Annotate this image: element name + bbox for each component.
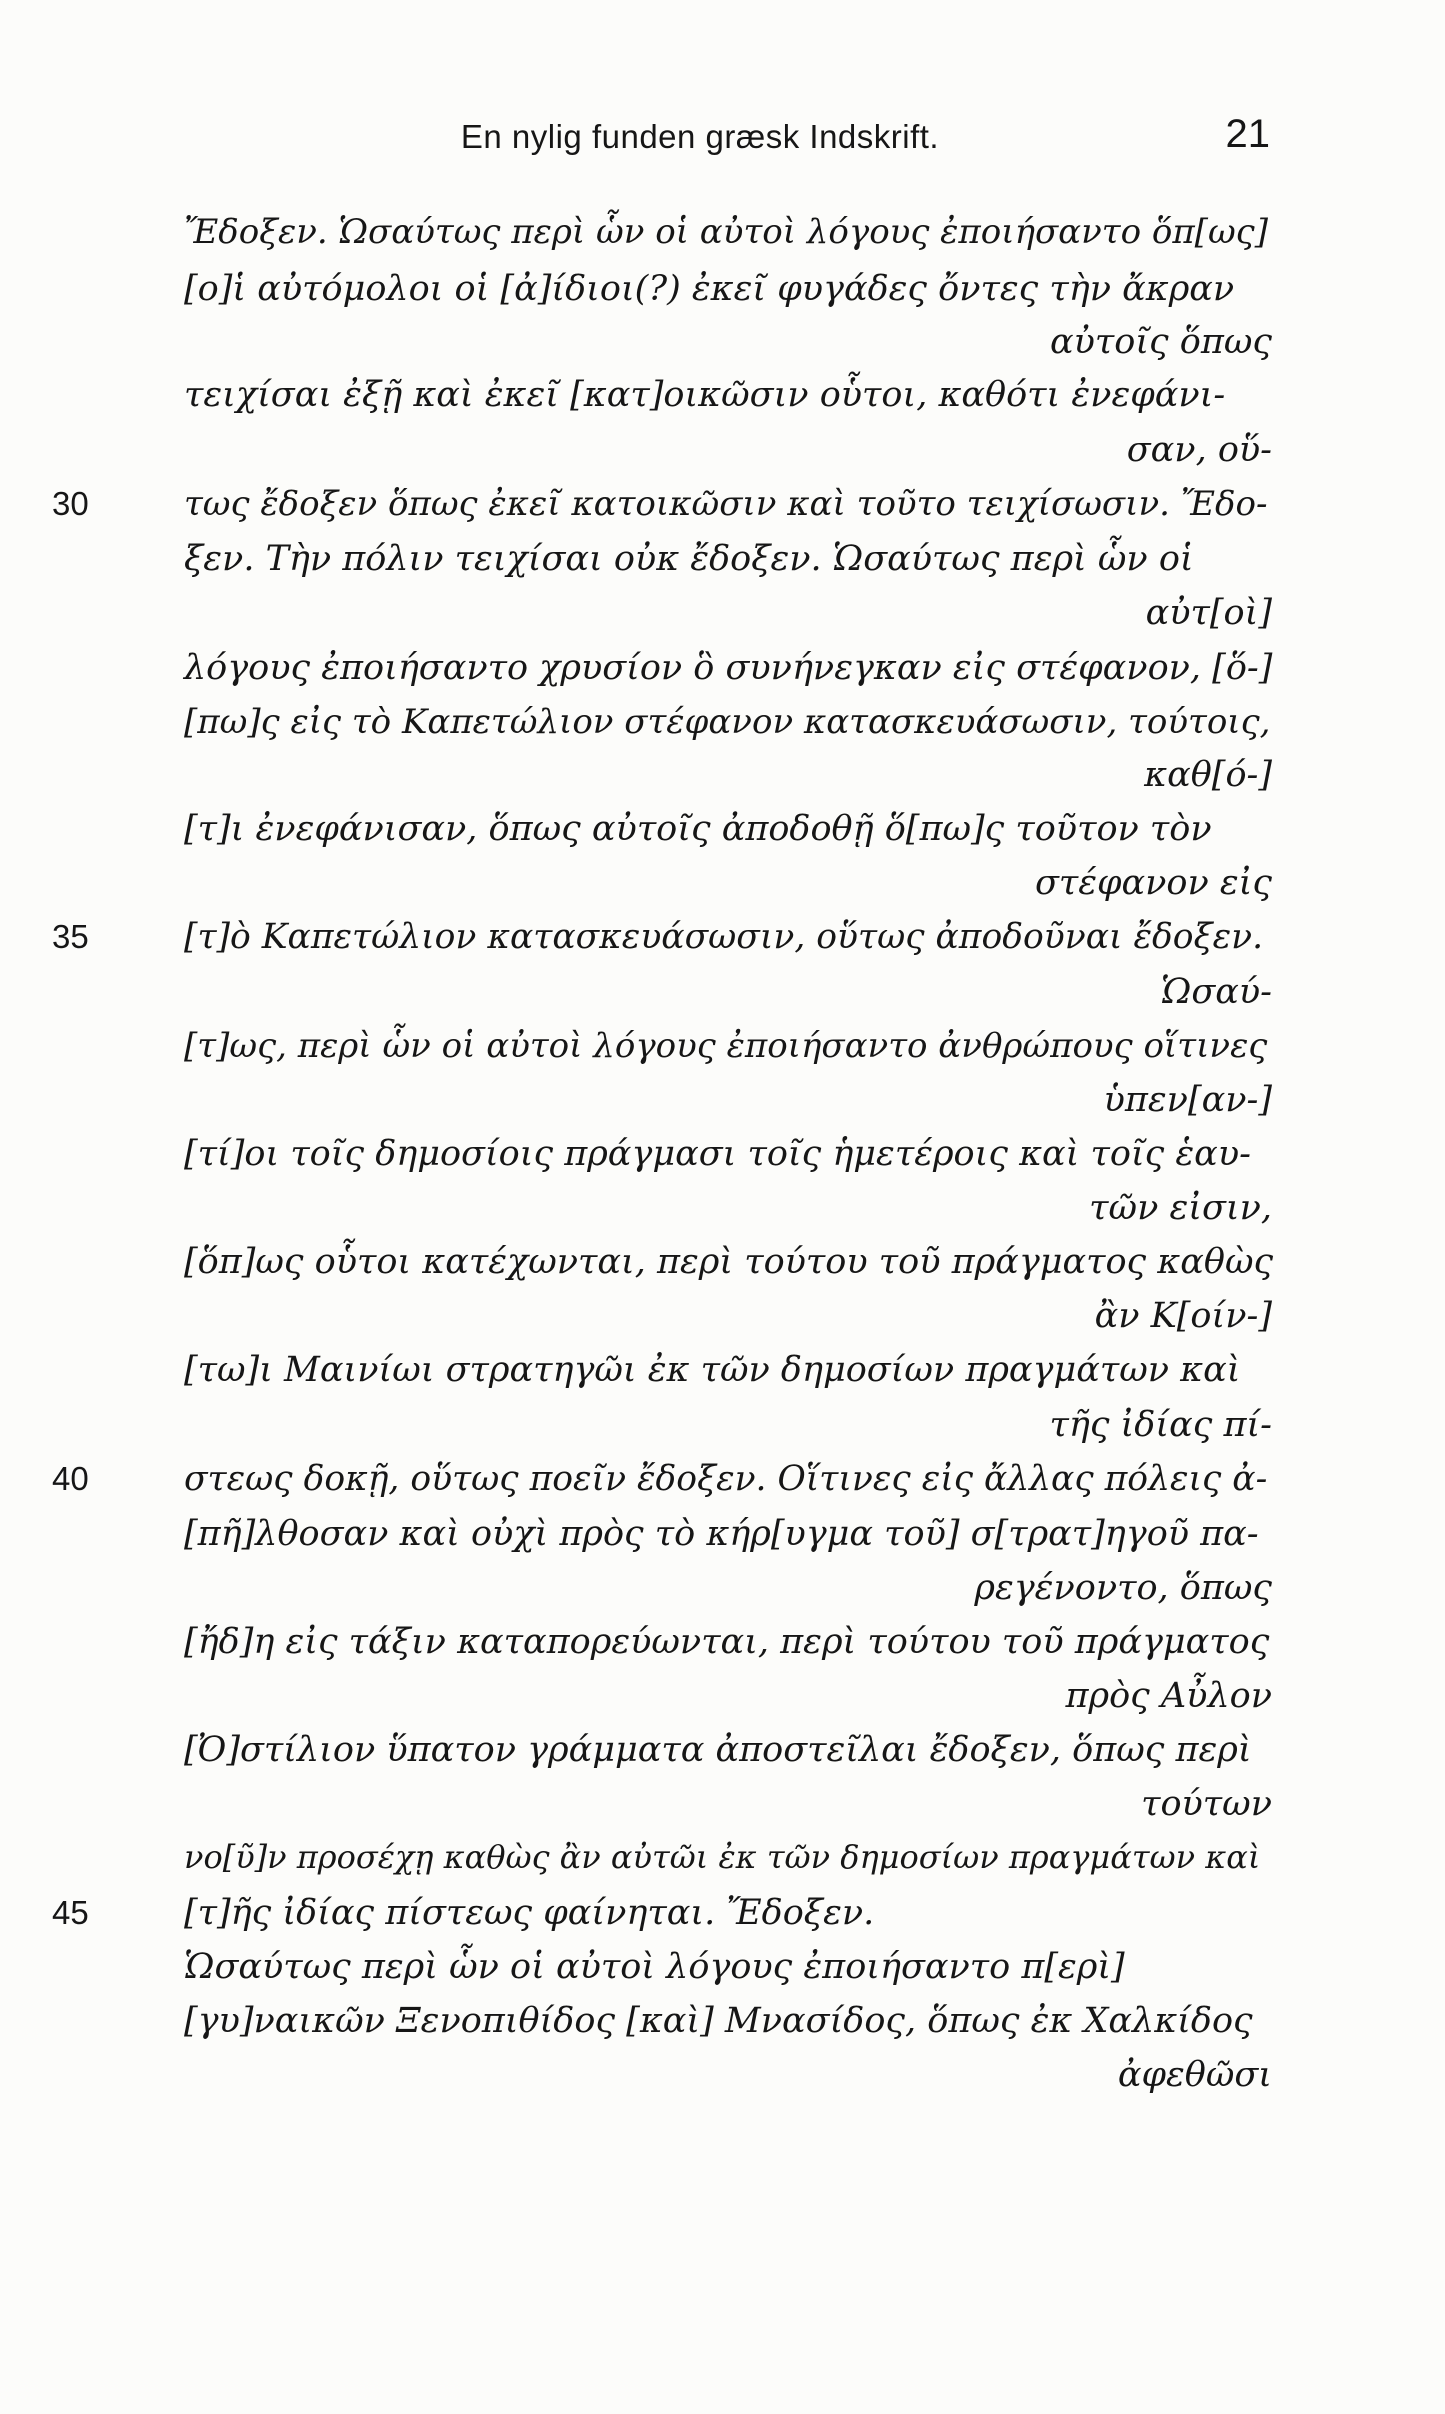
text-line: πρὸς Αὖλον xyxy=(1065,1676,1272,1716)
text-line: [ἤδ]η εἰς τάξιν καταπορεύωνται, περὶ τούτου τοῦ πράγματος xyxy=(184,1622,1270,1662)
text-line: [πω]ς εἰς τὸ Καπετώλιον στέφανον κατασκευάσωσιν, τούτοις, xyxy=(184,702,1271,742)
text-line: [τ]ῆς ἰδίας πίστεως φαίνηται. Ἔδοξεν. xyxy=(184,1893,875,1933)
text-line: τειχίσαι ἐξῇ καὶ ἐκεῖ [κατ]οικῶσιν οὗτοι, καθότι ἐνεφάνι- xyxy=(184,375,1226,415)
text-line: ἂν Κ[οίν-] xyxy=(1094,1296,1272,1336)
text-line: στεως δοκῇ, οὕτως ποεῖν ἔδοξεν. Οἵτινες εἰς ἄλλας πόλεις ἀ- xyxy=(184,1459,1268,1499)
page-header xyxy=(130,112,1270,168)
text-line: Ὡσαύτως περὶ ὧν οἱ αὐτοὶ λόγους ἐποιήσαντο π[ερὶ] xyxy=(184,1947,1125,1987)
line-number: 30 xyxy=(52,485,89,522)
text-line: Ἔδοξεν. Ὡσαύτως περὶ ὧν οἱ αὐτοὶ λόγους ἐποιήσαντο ὅπ[ως] xyxy=(184,212,1268,252)
text-line: καθ[ό-] xyxy=(1144,755,1272,795)
text-line: τῆς ἰδίας πί- xyxy=(1049,1405,1272,1445)
text-line: [τ]ι ἐνεφάνισαν, ὅπως αὐτοῖς ἀποδοθῇ ὅ[πω]ς τοῦτον τὸν xyxy=(184,809,1212,849)
text-line: [Ὀ]στίλιον ὕπατον γράμματα ἀποστεῖλαι ἔδοξεν, ὅπως περὶ xyxy=(184,1730,1252,1770)
text-line: [τί]οι τοῖς δημοσίοις πράγμασι τοῖς ἡμετέροις καὶ τοῖς ἑαυ- xyxy=(184,1134,1251,1174)
text-line: Ὡσαύ- xyxy=(1160,972,1272,1012)
text-line: [τ]ὸ Καπετώλιον κατασκευάσωσιν, οὕτως ἀποδοῦναι ἔδοξεν. xyxy=(184,917,1264,957)
line-number: 35 xyxy=(52,918,89,955)
text-line: λόγους ἐποιήσαντο χρυσίον ὃ συνήνεγκαν εἰς στέφανον, [ὅ-] xyxy=(184,648,1273,688)
text-line: [ὅπ]ως οὗτοι κατέχωνται, περὶ τούτου τοῦ πράγματος καθὼς xyxy=(184,1242,1274,1282)
line-number: 40 xyxy=(52,1460,89,1497)
text-line: [γυ]ναικῶν Ξενοπιθίδος [καὶ] Μνασίδος, ὅπως ἐκ Χαλκίδος xyxy=(184,2001,1253,2041)
text-line: στέφανον εἰς xyxy=(1034,863,1272,903)
line-number: 45 xyxy=(52,1894,89,1931)
text-line: [τω]ι Μαινίωι στρατηγῶι ἐκ τῶν δημοσίων πραγμάτων καὶ xyxy=(184,1350,1241,1390)
text-line: αὐτ[οὶ] xyxy=(1145,593,1272,633)
text-line: ρεγένοντο, ὅπως xyxy=(974,1568,1272,1608)
text-line: νο[ῦ]ν προσέχῃ καθὼς ἂν αὐτῶι ἐκ τῶν δημοσίων πραγμάτων καὶ xyxy=(184,1838,1261,1876)
text-line: τως ἔδοξεν ὅπως ἐκεῖ κατοικῶσιν καὶ τοῦτο τειχίσωσιν. Ἔδο- xyxy=(184,484,1268,524)
text-line: σαν, οὕ- xyxy=(1126,430,1272,470)
text-line: [πῆ]λθοσαν καὶ οὐχὶ πρὸς τὸ κήρ[υγμα τοῦ] σ[τρατ]ηγοῦ πα- xyxy=(184,1514,1259,1554)
text-line: [τ]ως, περὶ ὧν οἱ αὐτοὶ λόγους ἐποιήσαντο ἀνθρώπους οἵτινες xyxy=(184,1026,1268,1066)
text-line: ὑπεν[αν-] xyxy=(1103,1080,1272,1120)
text-line: ξεν. Τὴν πόλιν τειχίσαι οὐκ ἔδοξεν. Ὡσαύτως περὶ ὧν οἱ xyxy=(184,539,1194,579)
text-line: τῶν εἰσιν, xyxy=(1089,1188,1272,1228)
text-line: αὐτοῖς ὅπως xyxy=(1049,322,1272,362)
running-title: En nylig funden græsk Indskrift. xyxy=(460,118,940,155)
text-line: τούτων xyxy=(1141,1784,1272,1824)
text-line: ἀφεθῶσι xyxy=(1117,2055,1272,2095)
text-line: [ο]ἱ αὐτόμολοι οἱ [ἀ]ίδιοι(?) ἐκεῖ φυγάδες ὄντες τὴν ἄκραν xyxy=(184,269,1235,309)
page-number: 21 xyxy=(1225,112,1270,156)
